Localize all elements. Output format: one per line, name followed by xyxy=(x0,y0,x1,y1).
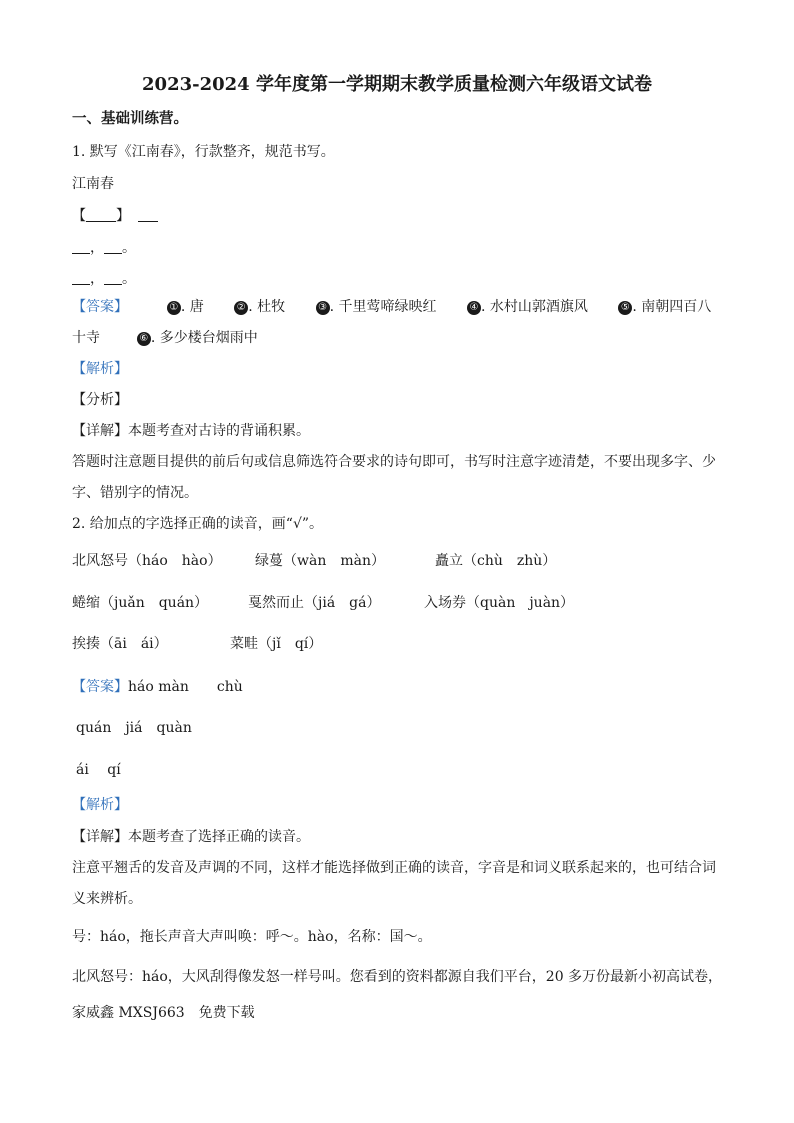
circled-number: ④ xyxy=(467,301,481,315)
pinyin-item: 矗立（chù zhù） xyxy=(435,553,557,569)
answer-item xyxy=(234,298,285,316)
pinyin-row-3 xyxy=(72,635,322,653)
period: 。 xyxy=(122,271,136,287)
answer-item xyxy=(167,298,204,316)
answer-item xyxy=(467,298,588,316)
detail-text: 本题考查了选择正确的读音。 xyxy=(128,829,310,845)
analysis-tag: 【解析】 xyxy=(72,797,128,813)
answer-item xyxy=(316,298,437,316)
note-line: 答题时注意题目提供的前后句或信息筛选符合要求的诗句即可，书写时注意字迹清楚，不要出现多字、少 xyxy=(72,454,716,470)
answer-tag: 【答案】 xyxy=(72,679,128,695)
note-line: 注意平翘舌的发音及声调的不同，这样才能选择做到正确的读音，字音是和词义联系起来的，也可结合词 xyxy=(72,860,716,876)
question-2-answer xyxy=(72,678,243,696)
question-1-stem: 1. 默写《江南春》，行款整齐，规范书写。 xyxy=(72,144,335,160)
bracket-right: 】 xyxy=(116,208,130,224)
question-1-answer xyxy=(72,298,711,316)
answer-text: . 杜牧 xyxy=(248,299,286,315)
section-heading: 一、基础训练营。 xyxy=(72,110,188,127)
circled-number: ⑤ xyxy=(618,301,632,315)
pinyin-item: 蜷缩（juǎn quán） xyxy=(72,595,209,611)
answer-line: ái qí xyxy=(76,762,121,778)
answer-item xyxy=(618,298,711,316)
answer-text: . 南朝四百八 xyxy=(632,299,712,315)
bracket-left: 【 xyxy=(72,208,86,224)
note-line: 义来辨析。 xyxy=(72,891,142,907)
detail-tag: 【详解】 xyxy=(72,423,128,439)
fenxi-tag: 【分析】 xyxy=(72,392,128,408)
pinyin-item: 菜畦（jǐ qí） xyxy=(230,636,323,652)
detail-text: 本题考查对古诗的背诵积累。 xyxy=(128,423,310,439)
footer-line: 家威鑫 MXSJ663 免费下载 xyxy=(72,1005,255,1021)
page-title: 2023-2024 学年度第一学期期末教学质量检测六年级语文试卷 xyxy=(142,74,652,95)
blank-line-header xyxy=(72,207,158,225)
answer-text: . 千里莺啼绿映红 xyxy=(329,299,437,315)
answer-text: . 水村山郭酒旗风 xyxy=(480,299,588,315)
blank-line-2 xyxy=(72,270,136,288)
circled-number: ⑥ xyxy=(137,332,151,346)
pinyin-row-2 xyxy=(72,594,574,612)
definition-line: 号：háo，拖长声音大声叫唤：呼～。hào，名称：国～。 xyxy=(72,929,432,945)
comma: ， xyxy=(90,271,104,287)
detail-line xyxy=(72,422,310,440)
period: 。 xyxy=(122,240,136,256)
pinyin-row-1 xyxy=(72,552,556,570)
detail-tag: 【详解】 xyxy=(72,829,128,845)
answer-text: háo màn chù xyxy=(128,679,243,695)
pinyin-item: 北风怒号（háo hào） xyxy=(72,553,222,569)
blank xyxy=(104,241,122,254)
circled-number: ② xyxy=(234,301,248,315)
definition-line: 北风怒号：háo，大风刮得像发怒一样号叫。您看到的资料都源自我们平台，20 多万份最新小初高试卷， xyxy=(72,969,723,985)
question-1-answer-cont xyxy=(72,329,258,347)
pinyin-item: 挨揍（āi ái） xyxy=(72,636,168,652)
blank xyxy=(72,241,90,254)
circled-number: ① xyxy=(167,301,181,315)
circled-number: ③ xyxy=(316,301,330,315)
blank-line-1 xyxy=(72,239,136,257)
note-line: 字、错别字的情况。 xyxy=(72,485,198,501)
comma: ， xyxy=(90,240,104,256)
blank xyxy=(104,272,122,285)
blank xyxy=(86,209,116,222)
pinyin-item: 入场券（quàn juàn） xyxy=(424,595,575,611)
answer-tag: 【答案】 xyxy=(72,299,128,315)
question-2-stem: 2. 给加点的字选择正确的读音，画“√”。 xyxy=(72,516,324,532)
pinyin-item: 戛然而止（jiá gá） xyxy=(248,595,381,611)
poem-title: 江南春 xyxy=(72,176,114,192)
detail-line xyxy=(72,828,310,846)
answer-text: . 唐 xyxy=(180,299,204,315)
blank xyxy=(72,272,90,285)
answer-text: 十寺 xyxy=(72,330,100,346)
analysis-tag: 【解析】 xyxy=(72,361,128,377)
answer-line: quán jiá quàn xyxy=(76,720,192,736)
blank xyxy=(138,209,158,222)
pinyin-item: 绿蔓（wàn màn） xyxy=(255,553,385,569)
answer-text: . 多少楼台烟雨中 xyxy=(150,330,258,346)
